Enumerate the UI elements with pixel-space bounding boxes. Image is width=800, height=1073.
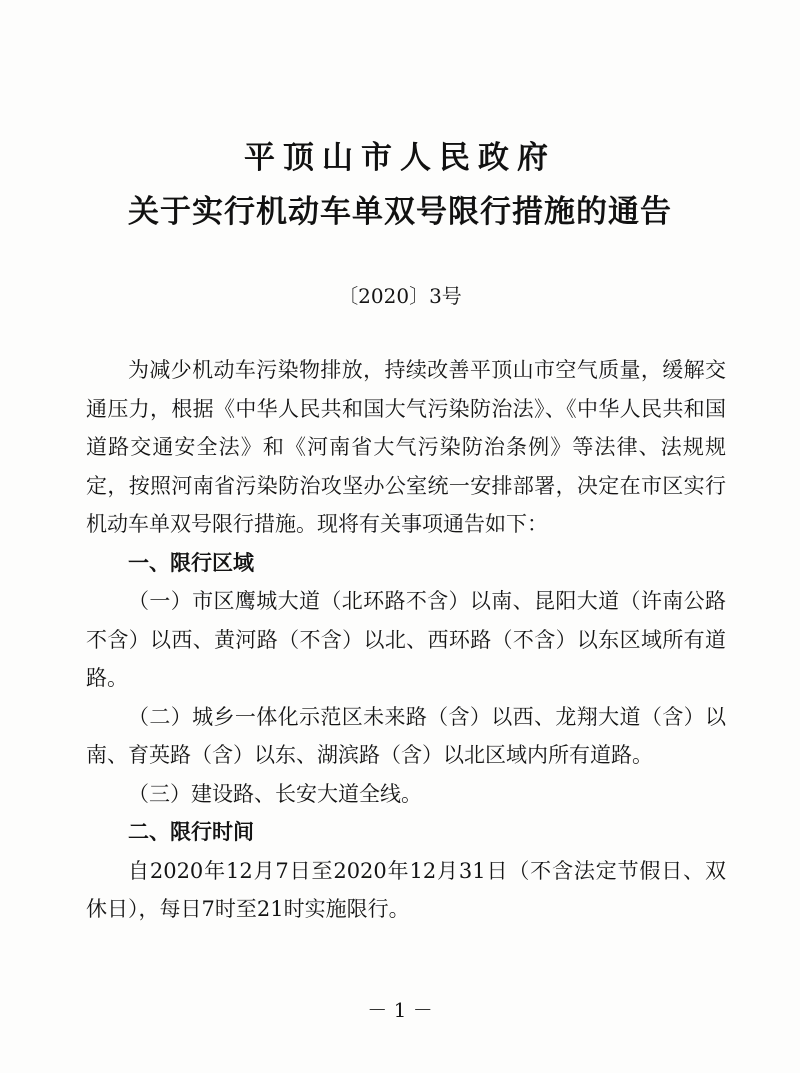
section-1-item-3: （三）建设路、长安大道全线。	[128, 781, 422, 806]
page-number: － 1 －	[367, 998, 433, 1022]
document-number: 〔2020〕3号	[338, 284, 462, 308]
section-1-heading: 一、限行区域	[128, 549, 254, 575]
title-line-1: 平顶山市人民政府	[244, 140, 556, 176]
section-2-paragraph: 自2020年12月7日至2020年12月31日（不含法定节假日、双休日），每日7时至21时实施限行。	[86, 858, 726, 921]
document-body	[86, 351, 726, 929]
title-line-2: 关于实行机动车单双号限行措施的通告	[128, 194, 672, 230]
intro-paragraph: 为减少机动车污染物排放，持续改善平顶山市空气质量，缓解交通压力，根据《中华人民共和国大气污染防治法》、《中华人民共和国道路交通安全法》和《河南省大气污染防治条例》等法律、法规规定，按照河南省污染防治攻坚办公室统一安排部署，决定在市区实行机动车单双号限行措施。现将有关事项通告如下：	[86, 358, 726, 536]
section-2-heading: 二、限行时间	[128, 819, 254, 844]
section-1-item-1: （一）市区鹰城大道（北环路不含）以南、昆阳大道（许南公路不含）以西、黄河路（不含）以北、西环路（不含）以东区域所有道路。	[86, 589, 726, 690]
section-1-item-2: （二）城乡一体化示范区未来路（含）以西、龙翔大道（含）以南、育英路（含）以东、湖滨路（含）以北区域内所有道路。	[86, 704, 726, 767]
